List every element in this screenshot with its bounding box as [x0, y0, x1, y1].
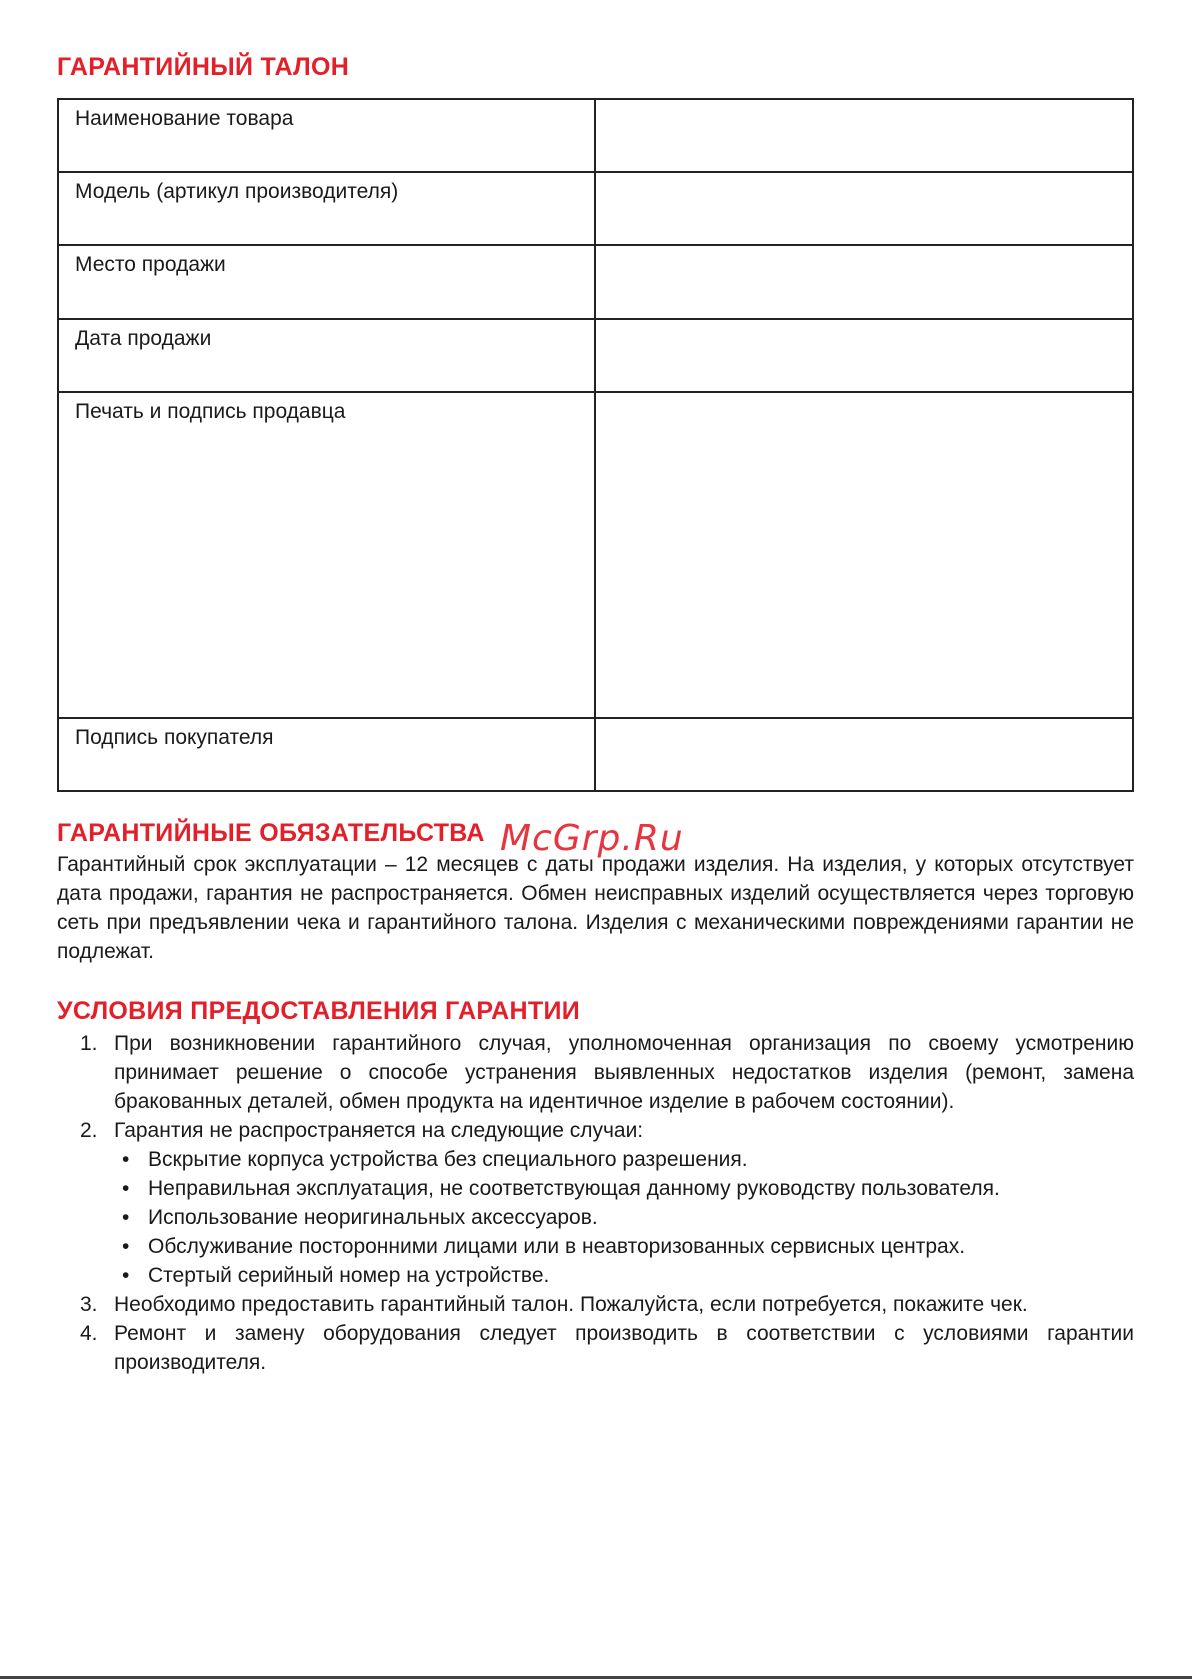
bullet-text: Вскрытие корпуса устройства без специального разрешения. — [148, 1148, 748, 1171]
row-value-model[interactable] — [595, 172, 1133, 245]
row-label-buyer-signature: Подпись покупателя — [58, 718, 595, 791]
obligations-title: ГАРАНТИЙНЫЕ ОБЯЗАТЕЛЬСТВА — [57, 819, 485, 847]
table-row — [58, 99, 1133, 172]
bullet-item — [114, 1174, 1134, 1203]
list-item-text: Ремонт и замену оборудования следует производить в соответствии с условиями гарантии производителя. — [114, 1322, 1134, 1374]
table-row — [58, 245, 1133, 319]
list-item-number: 2. — [80, 1119, 98, 1142]
bullet-item — [114, 1145, 1134, 1174]
warranty-card-table — [57, 98, 1134, 792]
list-item-text: Необходимо предоставить гарантийный талон. Пожалуйста, если потребуется, покажите чек. — [114, 1293, 1028, 1316]
table-row — [58, 392, 1133, 718]
row-value-seller-stamp[interactable] — [595, 392, 1133, 718]
row-label-place-of-sale: Место продажи — [58, 245, 595, 319]
obligations-text: Гарантийный срок эксплуатации – 12 месяцев с даты продажи изделия. На изделия, у которых отсутствует дата продажи, гарантия не распространяется. Обмен неисправных изделий осуществляется через торговую сеть при предъявлении чека и гарантийного талона. Изделия с механическими повреждениями гарантии не подлежат. — [57, 853, 1134, 963]
list-item — [57, 1319, 1134, 1377]
row-value-product-name[interactable] — [595, 99, 1133, 172]
table-row — [58, 319, 1133, 392]
bullet-icon: • — [122, 1235, 130, 1258]
table-row — [58, 172, 1133, 245]
conditions-list — [57, 1029, 1134, 1377]
row-value-date-of-sale[interactable] — [595, 319, 1133, 392]
bullet-item — [114, 1203, 1134, 1232]
bullet-icon: • — [122, 1148, 130, 1171]
table-row — [58, 718, 1133, 791]
row-label-product-name: Наименование товара — [58, 99, 595, 172]
list-item — [57, 1116, 1134, 1290]
row-value-buyer-signature[interactable] — [595, 718, 1133, 791]
row-value-place-of-sale[interactable] — [595, 245, 1133, 319]
bullet-icon: • — [122, 1177, 130, 1200]
bullet-text: Обслуживание посторонними лицами или в неавторизованных сервисных центрах. — [148, 1235, 966, 1258]
bullet-text: Стертый серийный номер на устройстве. — [148, 1264, 550, 1287]
bullet-item — [114, 1232, 1134, 1261]
list-item-text: Гарантия не распространяется на следующие случаи: — [114, 1119, 644, 1142]
warranty-card-title: ГАРАНТИЙНЫЙ ТАЛОН — [57, 53, 350, 81]
list-item — [57, 1290, 1134, 1319]
list-item-text: При возникновении гарантийного случая, уполномоченная организация по своему усмотрению принимает решение о способе устранения выявленных недостатков изделия (ремонт, замена бракованных деталей, обмен продукта на идентичное изделие в рабочем состоянии). — [114, 1032, 1134, 1113]
list-item-number: 4. — [80, 1322, 98, 1345]
bullet-text: Неправильная эксплуатация, не соответствующая данному руководству пользователя. — [148, 1177, 1000, 1200]
row-label-date-of-sale: Дата продажи — [58, 319, 595, 392]
list-item — [57, 1029, 1134, 1116]
bullet-icon: • — [122, 1206, 130, 1229]
watermark: McGrp.Ru — [500, 818, 684, 859]
exclusions-list — [114, 1145, 1134, 1290]
list-item-number: 1. — [80, 1032, 98, 1055]
list-item-number: 3. — [80, 1293, 98, 1316]
bullet-item — [114, 1261, 1134, 1290]
conditions-title: УСЛОВИЯ ПРЕДОСТАВЛЕНИЯ ГАРАНТИИ — [57, 997, 580, 1025]
row-label-model: Модель (артикул производителя) — [58, 172, 595, 245]
bullet-text: Использование неоригинальных аксессуаров. — [148, 1206, 598, 1229]
row-label-seller-stamp: Печать и подпись продавца — [58, 392, 595, 718]
bullet-icon: • — [122, 1264, 130, 1287]
